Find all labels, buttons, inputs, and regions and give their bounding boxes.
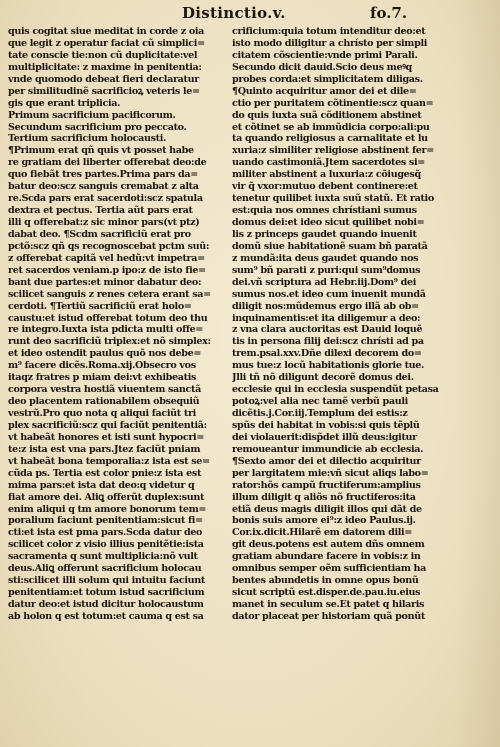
text-line: plex sacrificiũ:scz qui faciũt penitentiã: xyxy=(8,419,207,431)
text-line: caustu:et istud offerebat totum deo thu xyxy=(8,312,208,324)
text-line: vt habeãt bona temporalia:z ista est se= xyxy=(8,455,210,467)
text-line: ta quando religiosus a carnalitate et lu xyxy=(232,133,428,145)
text-line: probes corda:et simplicitatem diligas. xyxy=(232,73,423,85)
text-line: et ideo ostendit paulus quõ nos debe= xyxy=(8,348,202,360)
text-line: Primum sacrificium pacificorum. xyxy=(8,109,176,121)
text-line: dextra et pectus. Tertia aũt pars erat xyxy=(8,205,193,217)
text-line: Cor.ix.dicit.Hilarẽ em datorem dili= xyxy=(232,527,413,539)
text-line: vnde quomodo debeat fieri declaratur xyxy=(8,73,199,85)
text-line: est:quia nos omnes chrístiani sumus xyxy=(232,205,417,217)
text-line: mima pars:et ista dat deo:q videtur q xyxy=(8,479,195,491)
text-line: datur deo:et istud dicitur holocaustum xyxy=(8,599,204,610)
text-line: git deus.potens est autem dñs omnem xyxy=(232,539,425,551)
text-line: diligit nos:mũdemus ergo illã ab ob= xyxy=(232,300,419,312)
text-line: lis z princeps gaudet quando inuenit xyxy=(232,228,417,240)
text-line: bentes abundetis in omne opus bonũ xyxy=(232,575,419,587)
text-line: cerdoti. ¶Tertiũ sacrificiũ erat holo= xyxy=(8,300,192,312)
text-line: potoꝝ:vel alia nec tamẽ verbũ pauli xyxy=(232,396,408,408)
text-line: et cõtinet se ab immũdicia corpo:ali:pu xyxy=(232,121,430,133)
text-line: scilicet sanguis z renes cetera erant sa= xyxy=(8,288,211,300)
text-line: itaqz fratres p miam dei:vt exhibeatis xyxy=(8,372,197,384)
text-line: vestrũ.Pro quo nota q aliqui faciũt tri xyxy=(8,408,196,419)
text-line: illi q offerebat:z sic minor pars(vt ptz) xyxy=(8,217,200,228)
text-line: re integro.Iuxta ista pdicta multi offe= xyxy=(8,324,204,336)
text-line: dator placeat per historiam quã ponũt xyxy=(232,610,425,622)
text-line: fiat amore dei. Aliꝗ offerũt duplex:sunt xyxy=(8,491,205,503)
text-line: ab holon q est totum:et cauma q est sa xyxy=(8,610,204,622)
text-line: spũs dei habitat in vobis:si quis tẽplũ xyxy=(232,419,420,431)
text-line: vt habeãt honores et isti sunt hypocri= xyxy=(8,431,205,443)
text-line: per largitatem mie:vñ sicut aliqs labo= xyxy=(232,467,429,479)
text-line: Secundum sacrificium pro peccato. xyxy=(8,121,187,133)
text-line: re gratiam dei liberter offerebat deo:de xyxy=(8,157,207,169)
text-line: isto modo diligitur a chrísto per simpli xyxy=(232,37,428,49)
text-line: manet in seculum se.Et patet q hilaris xyxy=(232,599,425,610)
text-line: tenetur quilibet iuxta suũ statũ. Et ratio xyxy=(232,193,434,205)
text-line: quo fiebãt tres partes.Prima pars da= xyxy=(8,169,198,181)
text-line: remoueantur immundicie ab ecclesia. xyxy=(232,443,424,455)
text-line: sum⁹ bñ parati z puri:qui sum⁹domus xyxy=(232,264,421,276)
text-line: deo placentem rationabilem obsequiũ xyxy=(8,396,200,408)
text-line: ¶Quinto acquiritur amor dei et dile= xyxy=(232,85,417,97)
text-line: te:z ista est vna pars.Jtez faciũt pniam xyxy=(8,443,201,455)
text-line: cũda ps. Tertia est color pnie:z ista est xyxy=(8,467,202,479)
text-line: scilicet color z visio illius penitẽtie:ista xyxy=(8,539,204,551)
text-line: do quis iuxta suã cõditionem abstinet xyxy=(232,109,422,121)
text-line: pctõ:scz qñ qs recognoscebat pctm suũ: xyxy=(8,240,210,252)
text-line: batur deo:scz sanguis cremabat z alta xyxy=(8,181,199,193)
page-header xyxy=(0,4,500,24)
page-edge-shading xyxy=(455,0,500,747)
text-line: uando castimoniã.Jtem sacerdotes si= xyxy=(232,157,425,169)
folio-number: fo.7. xyxy=(370,4,408,22)
text-line: rator:hõs campũ fructiferum:amplius xyxy=(232,479,421,491)
text-line: omnibus semper oẽm sufficientiam ha xyxy=(232,563,427,575)
text-line: quis cogitat siue meditat in corde z oia xyxy=(8,26,205,37)
text-line: domus dei:et ideo sicut quilibet nobi= xyxy=(232,217,425,228)
text-line: deus.Aliꝗ offerunt sacrificium holocau xyxy=(8,563,202,575)
running-head: Distinctio.v. xyxy=(182,4,286,22)
text-line: inquinamentis:et ita diligemur a deo: xyxy=(232,312,421,324)
text-line: z offerebat capitã vel hedũ:vt impetra= xyxy=(8,252,205,264)
text-line: penitentiam:et totum istud sacrificium xyxy=(8,587,205,599)
text-line: z mundã:ita deus gaudet quando nos xyxy=(232,252,419,264)
text-line: gis que erant triplicia. xyxy=(8,97,121,109)
text-line: m⁹ facere dicẽs.Roma.xij.Obsecro vos xyxy=(8,360,196,372)
text-line: ¶Sexto amor dei et dilectio acquiritur xyxy=(232,455,421,467)
text-line: tate conscie tie:non cũ duplicitate:vel xyxy=(8,49,198,61)
text-line: xuria:z similiter religiose abstinent fer= xyxy=(232,145,434,157)
text-line: citatem cõscientie:vnde primi Parali. xyxy=(232,49,418,61)
text-line: sti:scilicet illi solum qui intuitu faciunt xyxy=(8,575,205,587)
text-line: sumus nos.et ideo cum inuenit mundã xyxy=(232,288,426,300)
text-column-left xyxy=(8,26,218,623)
text-column-right xyxy=(232,26,446,623)
text-line: bonis suis amore ei⁹:z ideo Paulus.ij. xyxy=(232,515,416,527)
text-line: trem.psal.xxv.Dñe dilexi decorem do= xyxy=(232,348,422,360)
text-line: z vna clara auctoritas est Dauid loquẽ xyxy=(232,324,423,336)
text-line: ctio per puritatem cõtinentie:scz quan= xyxy=(232,97,434,109)
text-line: ¶Primum erat qñ quis vt posset habe xyxy=(8,145,194,157)
text-line: bant due partes:et minor dabatur deo: xyxy=(8,276,202,288)
text-line: dei.vñ scriptura ad Hebr.iij.Dom⁹ dei xyxy=(232,276,417,288)
text-line: dicẽtis.j.Cor.iij.Templum dei estis:z xyxy=(232,408,408,419)
text-line: mus tue:z locũ habitationis glorie tue. xyxy=(232,360,425,372)
text-line: domũ siue habitationẽ suam bñ paratã xyxy=(232,240,428,252)
text-line: re.Scda pars erat sacerdoti:scz spatula xyxy=(8,193,203,205)
text-line: dabat deo. ¶Scdm sacrificiũ erat pro xyxy=(8,228,191,240)
text-line: Secundo dicit dauid.Scio deus meꝰq xyxy=(232,61,412,73)
text-line: que legit z operatur faciat cũ simplici= xyxy=(8,37,205,49)
text-line: ecclesie qui in ecclesia suspendũt petasa xyxy=(232,384,439,396)
text-line: illum diligit q aliõs nõ fructiferos:ita xyxy=(232,491,416,503)
text-line: sacramenta q sunt multiplicia:nõ vult xyxy=(8,551,198,563)
text-line: etiã deus magis diligit illos qui dãt de xyxy=(232,503,422,515)
text-line: runt deo sacrificiũ triplex:et nõ simplex: xyxy=(8,336,211,348)
text-line: dei violauerit:disp̃det illũ deus:igitur xyxy=(232,431,417,443)
text-line: vir q̃ vxor:mutuo debent continere:et xyxy=(232,181,418,193)
text-line: poralium faciunt penitentiam:sicut fi= xyxy=(8,515,203,527)
text-line: sicut scriptũ est.disper.de.pau.iu.eius xyxy=(232,587,421,599)
text-line: corpora vestra hostiã viuentem sanctã xyxy=(8,384,201,396)
text-line: ret sacerdos veniam.p ipo:z de isto fie= xyxy=(8,264,206,276)
text-line: tis in persona filij dei:scz chrísti ad pa xyxy=(232,336,424,348)
text-line: multiplicitate: z maxime in penitentia: xyxy=(8,61,202,73)
text-line: gratiam abundare facere in vobis:z in xyxy=(232,551,421,563)
text-line: militer abstinent a luxuria:z cõiugesq̃ xyxy=(232,169,421,181)
text-line: crificium:quia totum intenditur deo:et xyxy=(232,26,426,37)
text-line: Tertium sacrificium holocausti. xyxy=(8,133,167,145)
text-line: Jlli tñ nõ diligunt decorẽ domus dei. xyxy=(232,372,414,384)
text-line: enim aliqui q tm amore bonorum tem= xyxy=(8,503,207,515)
text-line: cti:et ista est pma pars.Scda datur deo xyxy=(8,527,203,539)
text-line: per similitudinẽ sacrificioꝝ veteris le= xyxy=(8,85,200,97)
